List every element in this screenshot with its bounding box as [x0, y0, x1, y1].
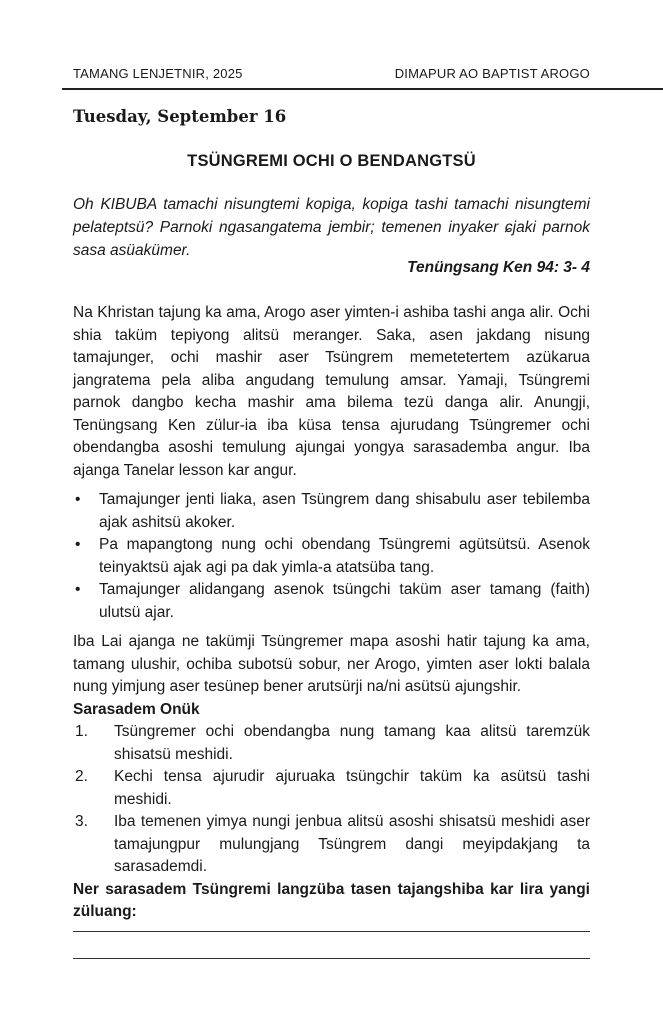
running-header: [73, 66, 590, 81]
devotion-date: Tuesday, September 16: [73, 107, 287, 126]
question-text: Tsüngremer ochi obendangba nung tamang kaa alitsü taremzük shisatsü meshidi.: [114, 723, 590, 763]
answer-line: [73, 958, 590, 959]
devotion-body: [73, 302, 590, 924]
question-number: 1.: [75, 723, 88, 740]
lesson-bullet: • Tamajunger alidangang asenok tsüngchi taküm aser tamang (faith) ulutsü ajar.: [73, 579, 590, 624]
scripture-reference: Tenüngsang Ken 94: 3- 4: [407, 259, 590, 276]
lesson-bullet: • Tamajunger jenti liaka, asen Tsüngrem dang shisabulu aser tebilemba ajak ashitsü akoker.: [73, 489, 590, 534]
body-paragraph-1: Na Khristan tajung ka ama, Arogo aser yimten-i ashiba tashi anga alir. Ochi shia taküm tepiyong alitsü meranger. Saka, asen jakdang nisung tamajunger, ochi mashir aser Tsüngrem memetetertem azükarua jangratema pela aliba angudang temulung amsar. Yamaji, Tsüngremi parnok dangbo kecha mashir ama bilema tezü danga alir. Anungji, Tenüngsang Ken zülur-ia iba küsa tensa ajurudang Tsüngremer ochi obendangba asoshi temulung ajungai yongya sarasademba angur. Iba ajanga Tanelar lesson kar angur.: [73, 304, 590, 479]
writing-prompt: Ner sarasadem Tsüngremi langzüba tasen tajangshiba kar lira yangi züluang:: [73, 880, 590, 920]
answer-line: [73, 931, 590, 932]
header-rule: [62, 88, 663, 90]
reflection-question: [73, 721, 590, 766]
body-paragraph-2: Iba Lai ajanga ne takümji Tsüngremer mapa asoshi hatir tajung ka ama, tamang ulushir, ochiba subotsü sobur, ner Arogo, yimten aser lokti balala nung yimjung aser tesünep bener arutsürji na/ni asütsü ajungshir.: [73, 633, 590, 695]
header-organization: DIMAPUR AO BAPTIST AROGO: [394, 66, 590, 81]
scripture-verse: Oh KIBUBA tamachi nisungtemi kopiga, kopiga tashi tamachi nisungtemi pelateptsü? Parnoki ngasangatema jembir; temenen inyaker ɕjaki parnok sasa asüakümer.: [73, 196, 590, 259]
reflection-question: [73, 766, 590, 811]
header-publication: TAMANG LENJETNIR, 2025: [73, 66, 243, 81]
question-number: 3.: [75, 813, 88, 830]
reflection-question: [73, 811, 590, 879]
question-text: Iba temenen yimya nungi jenbua alitsü asoshi shisatsü meshidi aser tamajungpur mulungjang Tsüngrem dangi meyipdakjang ta sarasademdi.: [114, 813, 590, 875]
question-number: 2.: [75, 768, 88, 785]
question-text: Kechi tensa ajurudir ajuruaka tsüngchir taküm ka asütsü tashi meshidi.: [114, 768, 590, 808]
reflection-question-list: [73, 721, 590, 879]
lesson-bullet-list: [73, 489, 590, 624]
questions-heading: Sarasadem Onük: [73, 700, 200, 718]
lesson-bullet: • Pa mapangtong nung ochi obendang Tsüngremi agütsütsü. Asenok teinyaktsü ajak agi pa dak yimla-a atatsüba tang.: [73, 534, 590, 579]
devotion-title: TSÜNGREMI OCHI O BENDANGTSÜ: [187, 152, 476, 170]
